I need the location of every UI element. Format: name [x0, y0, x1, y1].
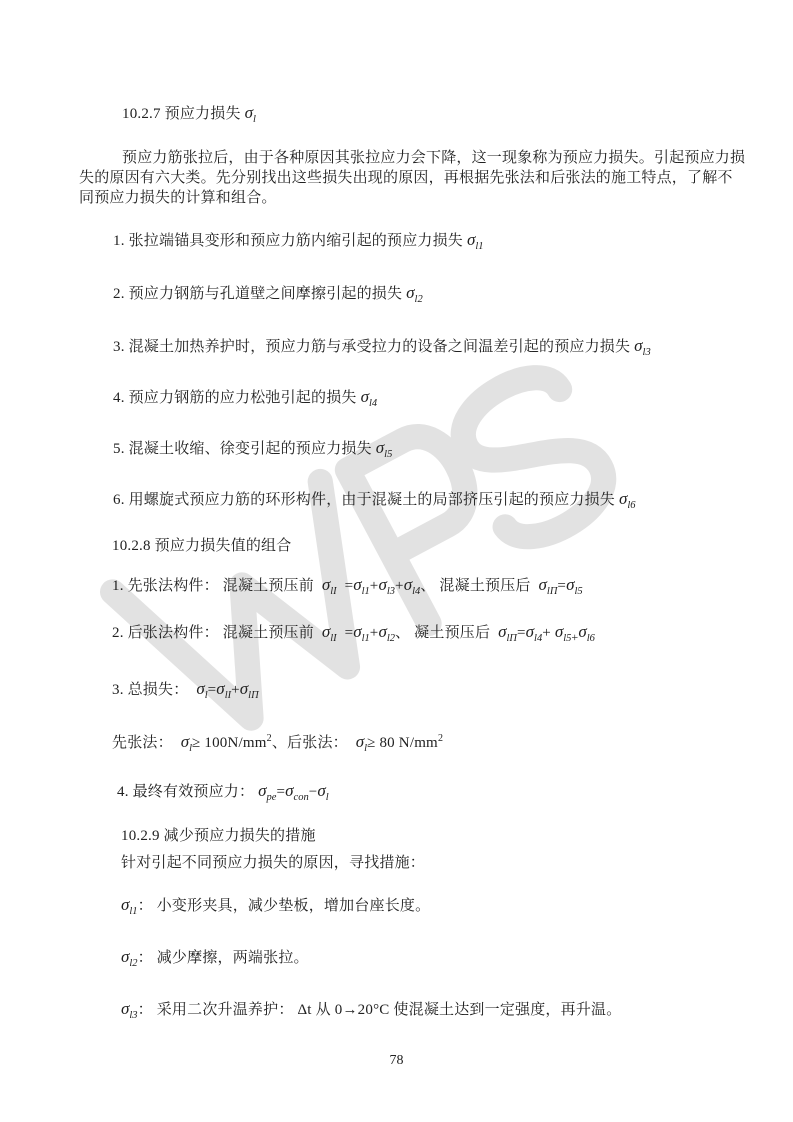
item-6: 6. 用螺旋式预应力筋的环形构件，由于混凝土的局部挤压引起的预应力损失 $\sigma_{l6}$ [113, 489, 636, 511]
sigma-symbol: $\sigma_{l1}$ [353, 575, 370, 597]
para-line-3: 同预应力损失的计算和组合。 [79, 190, 277, 206]
sigma-symbol: $\sigma_{l5}$ [566, 575, 583, 597]
sigma-symbol: $\sigma_{l2}$ [121, 947, 138, 969]
sigma-symbol: $\sigma_{l1}$ [353, 622, 370, 644]
sigma-symbol: $\sigma_{l2}$ [378, 622, 396, 644]
sigma-symbol: $\sigma_{l\Pi}$ [538, 575, 558, 597]
measure-2: $\sigma_{l2}$： 减少摩擦，两端张拉。 [121, 947, 309, 969]
sigma-symbol: $\sigma_l$ [244, 103, 256, 125]
sigma-symbol: $\sigma_{pe}$ [258, 781, 277, 803]
para-line-2: 失的原因有六大类。先分别找出这些损失出现的原因，再根据先张法和后张法的施工特点，了解不 [79, 170, 733, 186]
item-3: 3. 混凝土加热养护时，预应力筋与承受拉力的设备之间温差引起的预应力损失 $\sigma_{l3}$ [113, 336, 651, 358]
sigma-symbol: $\sigma_{l1}$ [121, 895, 138, 917]
combo-1: 1. 先张法构件： 混凝土预压前 $\sigma_{lI} =\sigma_{l1}+\sigma_{l3}+\sigma_{l4}$、 混凝土预压后 $\sigma_{l\Pi}=\sigma_{l5}$ [112, 575, 583, 597]
sigma-symbol: $\sigma_{l2}$ [406, 283, 423, 305]
heading-10-2-9: 10.2.9 减少预应力损失的措施 [121, 828, 316, 844]
para-line-1: 预应力筋张拉后，由于各种原因其张拉应力会下降，这一现象称为预应力损失。引起预应力损 [122, 150, 746, 166]
sigma-symbol: $\sigma_{lI}$ [321, 575, 337, 597]
sigma-symbol: $\sigma_{l4}$ [525, 622, 543, 644]
measures-intro: 针对引起不同预应力损失的原因，寻找措施： [121, 855, 426, 871]
heading-10-2-8: 10.2.8 预应力损失值的组合 [112, 538, 292, 554]
sigma-symbol: $\sigma_{l\Pi}$ [498, 622, 517, 644]
measure-1: $\sigma_{l1}$： 小变形夹具，减少垫板，增加台座长度。 [121, 895, 431, 917]
item-4: 4. 预应力钢筋的应力松弛引起的损失 $\sigma_{l4}$ [113, 387, 378, 409]
sigma-symbol: $\sigma_{l4}$ [360, 387, 378, 409]
sigma-symbol: $\sigma_{l5}$ [554, 622, 572, 644]
sigma-symbol: $\sigma_{l1}$ [466, 230, 484, 252]
item-2: 2. 预应力钢筋与孔道壁之间摩擦引起的损失 $\sigma_{l2}$ [113, 283, 423, 305]
sigma-symbol: $\sigma_{l3}$ [378, 575, 396, 597]
sigma-symbol: $\sigma_{l6}$ [618, 489, 636, 511]
limits: 先张法： $\sigma_l\ge 100N/mm^2$、后张法： $\sigma_l\ge 80$ $N/mm^2$ [112, 732, 444, 754]
final-prestress: 4. 最终有效预应力： $\sigma_{pe}=\sigma_{con}-\sigma_l$ [117, 781, 329, 803]
sigma-symbol: $\sigma_l$ [317, 781, 329, 803]
sigma-symbol: $\sigma_{l3}$ [121, 999, 138, 1021]
sigma-symbol: $\sigma_{l5}$ [375, 438, 393, 460]
combo-2: 2. 后张法构件： 混凝土预压前 $\sigma_{lI} =\sigma_{l1}+\sigma_{l2}$、 凝土预压后 $\sigma_{l\Pi}=\sigma_{l4}+ \sigma_{l5+}\sigma_{l6}$ [112, 622, 595, 644]
sigma-symbol: $\sigma_{lI}$ [216, 679, 232, 701]
heading-10-2-7: 10.2.7 预应力损失 $\sigma_l$ [122, 103, 256, 125]
sigma-symbol: $\sigma_{l3}$ [634, 336, 651, 358]
sigma-symbol: $\sigma_l$ [196, 679, 208, 701]
page-number: 78 [389, 1053, 404, 1068]
sigma-symbol: $\sigma_{l6}$ [578, 622, 595, 644]
item-5: 5. 混凝土收缩、徐变引起的预应力损失 $\sigma_{l5}$ [113, 438, 393, 460]
sigma-symbol: $\sigma_{lI}$ [321, 622, 337, 644]
sigma-symbol: $\sigma_{l4}$ [403, 575, 421, 597]
sigma-symbol: $\sigma_l$ [355, 732, 368, 754]
total-loss: 3. 总损失： $\sigma_l=\sigma_{lI}+\sigma_{l\Pi}$ [112, 679, 259, 701]
sigma-symbol: $\sigma_l$ [180, 732, 193, 754]
sigma-symbol: $\sigma_{l\Pi}$ [239, 679, 259, 701]
sigma-symbol: $\sigma_{con}$ [285, 781, 309, 803]
measure-3: $\sigma_{l3}$： 采用二次升温养护： Δt 从 0→20°C 使混凝土达到一定强度，再升温。 [121, 999, 622, 1021]
item-1: 1. 张拉端锚具变形和预应力筋内缩引起的预应力损失 $\sigma_{l1}$ [113, 230, 484, 252]
